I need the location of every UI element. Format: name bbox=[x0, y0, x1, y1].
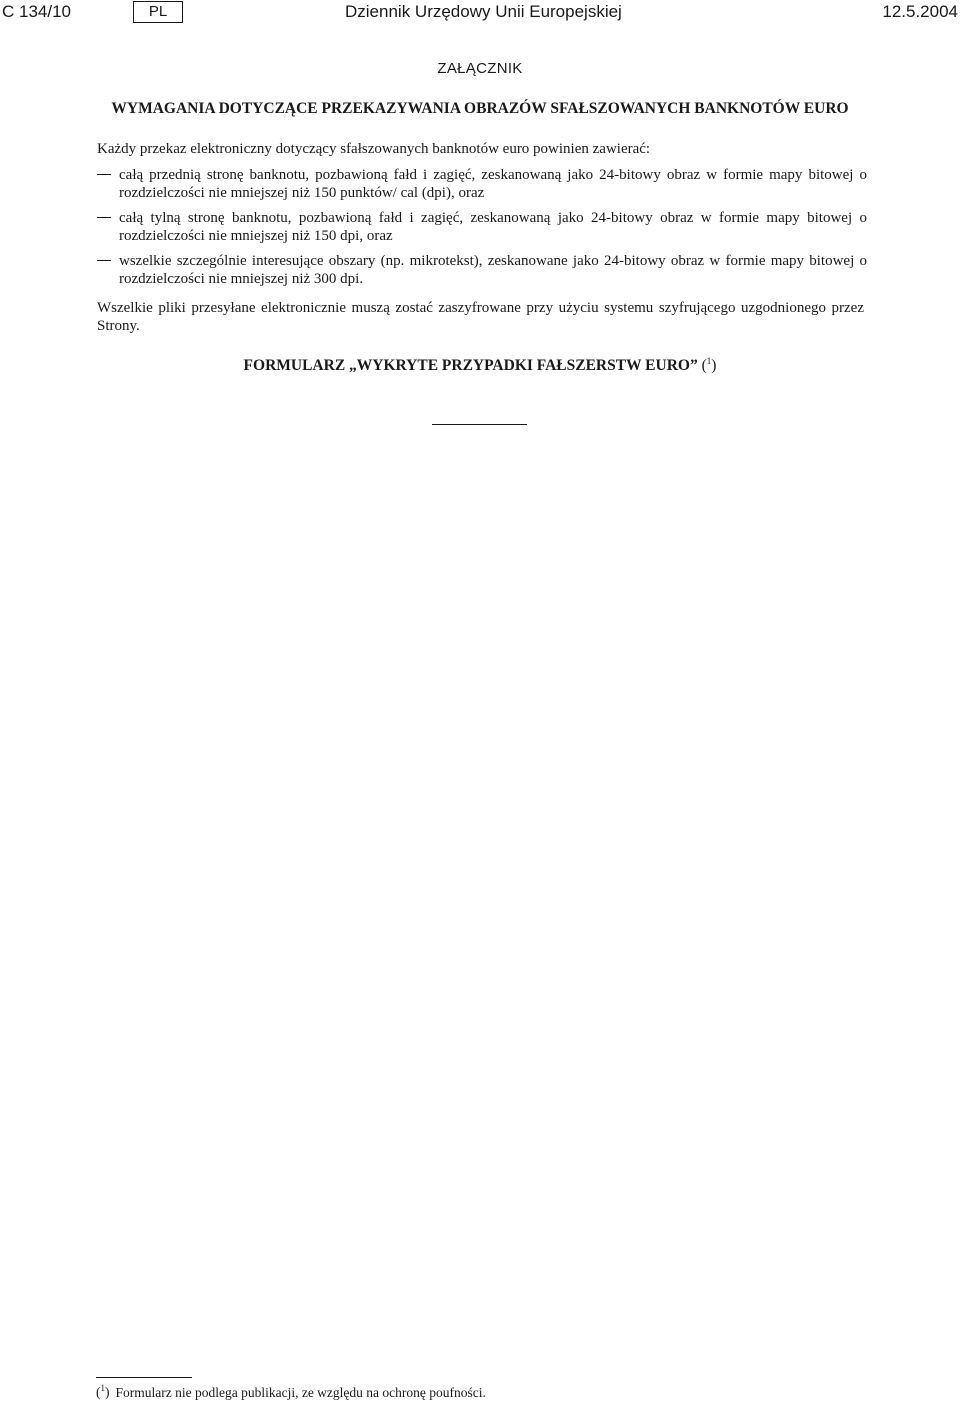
footnote-text: Formularz nie podlega publikacji, ze względu na ochronę poufności. bbox=[115, 1384, 486, 1400]
intro-paragraph: Każdy przekaz elektroniczny dotyczący sfałszowanych banknotów euro powinien zawierać: bbox=[97, 141, 651, 157]
form-title-text: FORMULARZ „WYKRYTE PRZYPADKI FAŁSZERSTW EURO” bbox=[243, 357, 698, 375]
list-item-text: całą tylną stronę banknotu, pozbawioną fałd i zagięć, zeskanowaną jako 24-bitowy obraz w formie mapy bitowej o rozdzielczości nie mniejszej niż 150 dpi, oraz bbox=[119, 210, 867, 244]
annex-title: ZAŁĄCZNIK bbox=[437, 60, 523, 77]
footnote-reference: 1 bbox=[706, 356, 712, 366]
list-item bbox=[97, 209, 867, 245]
dash-bullet-icon bbox=[97, 217, 111, 218]
list-item-text: całą przednią stronę banknotu, pozbawioną fałd i zagięć, zeskanowaną jako 24-bitowy obraz w formie mapy bitowej o rozdzielczości nie mniejszej niż 150 punktów/ cal (dpi), oraz bbox=[119, 167, 867, 201]
footnote: ($^1$) Formularz nie podlega publikacji, ze względu na ochronę poufności. bbox=[96, 1383, 486, 1400]
page-header bbox=[0, 0, 960, 26]
form-title: FORMULARZ „WYKRYTE PRZYPADKI FAŁSZERSTW EURO” ($^1$) bbox=[243, 356, 717, 375]
publication-date: 12.5.2004 bbox=[882, 2, 958, 21]
dash-bullet-icon bbox=[97, 260, 111, 261]
language-badge: PL bbox=[133, 1, 183, 23]
footnote-marker: 1 bbox=[100, 1383, 105, 1393]
list-item-text: wszelkie szczególnie interesujące obszary (np. mikrotekst), zeskanowane jako 24-bitowy obraz w formie mapy bitowej o rozdzielczości nie mniejszej niż 300 dpi. bbox=[119, 253, 867, 287]
section-heading: WYMAGANIA DOTYCZĄCE PRZEKAZYWANIA OBRAZÓW SFAŁSZOWANYCH BANKNOTÓW EURO bbox=[111, 100, 849, 117]
journal-title: Dziennik Urzędowy Unii Europejskiej bbox=[345, 2, 622, 21]
page-reference: C 134/10 bbox=[2, 2, 71, 21]
list-item bbox=[97, 166, 867, 202]
footnote-divider bbox=[96, 1377, 192, 1378]
list-item bbox=[97, 252, 867, 288]
dash-bullet-icon bbox=[97, 174, 111, 175]
section-separator bbox=[432, 424, 527, 425]
encryption-paragraph: Wszelkie pliki przesyłane elektronicznie muszą zostać zaszyfrowane przy użyciu systemu szyfrującego uzgodnionego przez Strony. bbox=[97, 300, 864, 334]
